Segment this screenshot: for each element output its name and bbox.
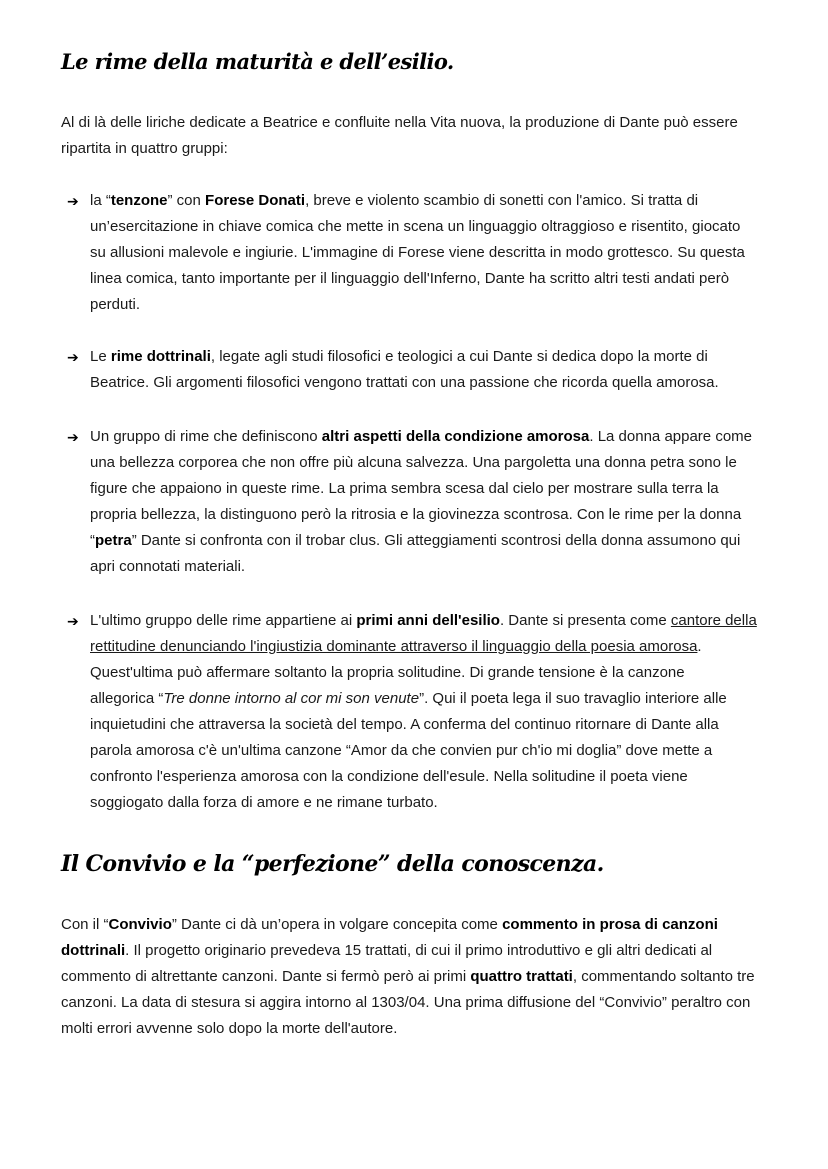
text-line: Beatrice. Gli argomenti filosofici vengono trattati con una passione che ricorda quella amorosa. <box>90 374 719 391</box>
text-run: , breve e violento scambio di sonetti con l'amico. Si tratta di <box>305 192 699 209</box>
text-line <box>61 912 771 938</box>
text-run: “ <box>90 532 95 549</box>
text-line <box>90 608 773 634</box>
text-run: . La donna appare come <box>589 428 752 445</box>
text-line: confronto l'esperienza amorosa con la condizione dell'esule. Nella solitudine il poeta viene <box>90 768 688 785</box>
text-line <box>61 938 771 964</box>
underlined-text: cantore della <box>670 612 757 629</box>
bold-text: quattro trattati <box>470 968 573 985</box>
text-run: commento di altrettante canzoni. Dante si fermò però ai primi <box>61 968 471 985</box>
text-line <box>61 964 771 990</box>
arrow-right-icon: ➔ <box>67 613 79 629</box>
bold-text: dottrinali <box>61 942 126 959</box>
underlined-text: rettitudine denunciando l'ingiustizia dominante attraverso il linguaggio della poesia amorosa <box>90 638 698 655</box>
text-line <box>90 424 773 450</box>
bold-text: Convivio <box>108 916 172 933</box>
list-item-text <box>90 608 773 816</box>
text-run: . Dante si presenta come <box>499 612 671 629</box>
text-run: , legate agli studi filosofici e teologici a cui Dante si dedica dopo la morte di <box>210 348 708 365</box>
bold-text: rime dottrinali <box>110 348 211 365</box>
bold-text: commento in prosa di canzoni <box>502 916 718 933</box>
text-run: allegorica “ <box>90 690 164 707</box>
text-line: una bellezza corporea che non offre più alcuna salvezza. Una pargoletta una donna petra sono le <box>90 454 737 471</box>
list-item-text <box>90 188 773 318</box>
bold-text: petra <box>95 532 132 549</box>
text-line: apri connotati materiali. <box>90 558 246 575</box>
text-run: , commentando soltanto tre <box>572 968 755 985</box>
italic-text: Tre donne intorno al cor mi son venute <box>163 690 420 707</box>
list-item-text <box>90 424 773 580</box>
text-line <box>90 528 773 554</box>
text-line <box>90 686 773 712</box>
arrow-right-icon: ➔ <box>67 429 79 445</box>
arrow-right-icon: ➔ <box>67 193 79 209</box>
text-line: su allusioni malevole e ingiurie. L'immagine di Forese viene descritta in modo grottesco. Su questa <box>90 244 745 261</box>
text-run: ” con <box>167 192 206 209</box>
bold-text: Forese Donati <box>205 192 306 209</box>
arrow-right-icon: ➔ <box>67 349 79 365</box>
text-line <box>90 634 773 660</box>
text-run: Con il “ <box>61 916 109 933</box>
text-line: Al di là delle liriche dedicate a Beatrice e confluite nella Vita nuova, la produzione di Dante può essere <box>61 114 738 131</box>
bold-text: altri aspetti della condizione amorosa <box>321 428 590 445</box>
text-line: un’esercitazione in chiave comica che mette in scena un linguaggio oltraggioso e risentito, giocato <box>90 218 741 235</box>
bold-text: primi anni dell'esilio <box>356 612 500 629</box>
text-line: canzoni. La data di stesura si aggira intorno al 1303/04. Una prima diffusione del “Convivio” peraltro con <box>61 994 751 1011</box>
text-run: Le <box>90 348 111 365</box>
text-line: Quest'ultima può affermare soltanto la propria solitudine. Di grande tensione è la canzone <box>90 664 685 681</box>
text-line: soggiogato dalla forza di amore e ne rimane turbato. <box>90 794 438 811</box>
text-line: figure che appaiono in queste rime. La prima sembra scesa dal cielo per mostrare sulla terra la <box>90 480 719 497</box>
text-line: ripartita in quattro gruppi: <box>61 140 228 157</box>
text-run: ”. Qui il poeta lega il suo travaglio interiore alle <box>419 690 727 707</box>
section-title-convivio: Il Convivio e la “perfezione” della conoscenza. <box>61 851 604 877</box>
text-line <box>90 344 773 370</box>
text-run: ” Dante ci dà un’opera in volgare concepita come <box>171 916 503 933</box>
intro-paragraph <box>61 110 771 162</box>
convivio-paragraph <box>61 912 771 1042</box>
list-item-text <box>90 344 773 396</box>
text-run: . Il progetto originario prevedeva 15 trattati, di cui il primo introduttivo e gli altri dedicati al <box>125 942 713 959</box>
text-run: ” Dante si confronta con il trobar clus. Gli atteggiamenti scontrosi della donna assumono qui <box>131 532 741 549</box>
text-line: parola amorosa c'è un'ultima canzone “Amor da che convien pur ch'io mi doglia” dove mette a <box>90 742 713 759</box>
text-run: la “ <box>90 192 111 209</box>
text-line: linea comica, tanto importante per il linguaggio dell'Inferno, Dante ha scritto altri testi andati però <box>90 270 730 287</box>
text-run: Un gruppo di rime che definiscono <box>90 428 322 445</box>
text-run: L'ultimo gruppo delle rime appartiene ai <box>90 612 357 629</box>
bold-text: tenzone <box>110 192 168 209</box>
text-line: inquietudini che attraversa la società del tempo. A conferma del continuo ritornare di Dante alla <box>90 716 719 733</box>
section-title-rime: Le rime della maturità e dell’esilio. <box>61 49 454 74</box>
text-line: propria bellezza, la distinguono però la ritrosia e la giovinezza scontrosa. Con le rime per la donna <box>90 506 742 523</box>
text-line: molti errori avvenne solo dopo la morte dell'autore. <box>61 1020 398 1037</box>
text-line <box>90 188 773 214</box>
text-run: . <box>697 638 702 655</box>
text-line: perduti. <box>90 296 141 313</box>
